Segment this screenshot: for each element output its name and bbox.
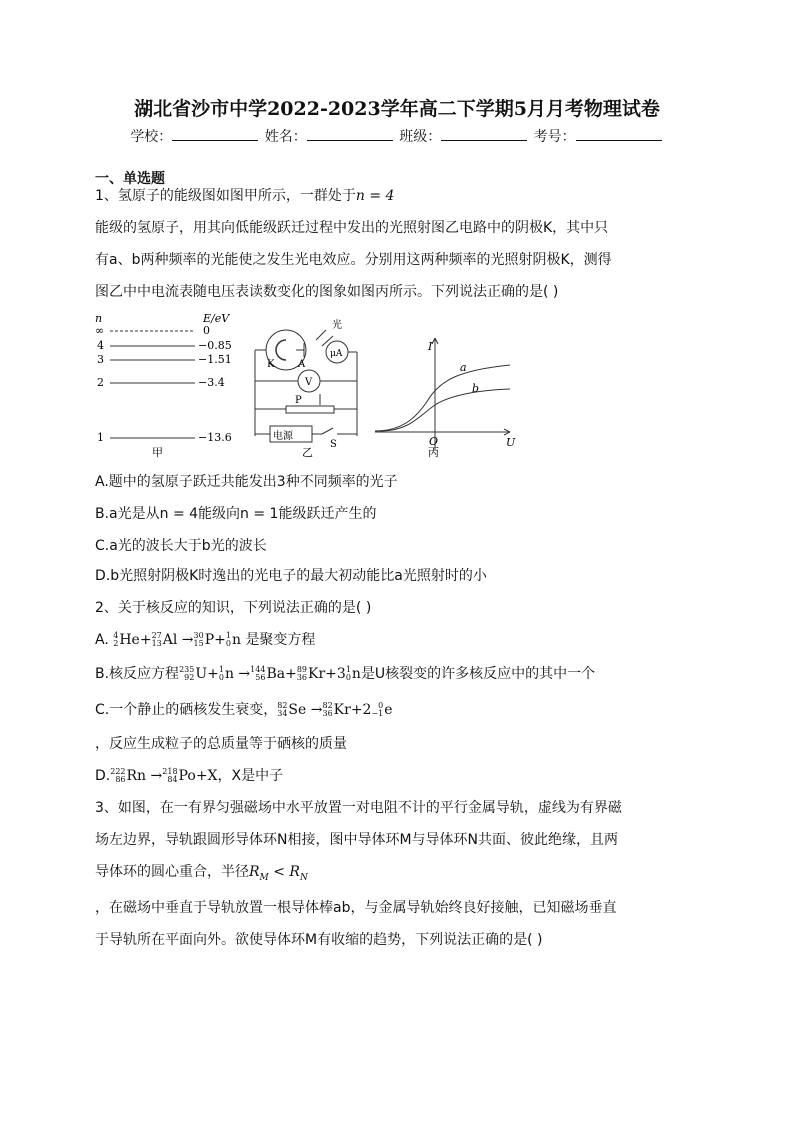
axis-U-label: U	[506, 436, 516, 449]
origin-label: O	[429, 435, 439, 448]
q3-line1: 3、如图，在一有界匀强磁场中水平放置一对电阻不计的平行金属导轨，虚线为有界磁	[95, 800, 622, 816]
level-e-4: −0.85	[198, 339, 232, 352]
q3-line2: 场左边界，导轨跟圆形导体环N相接，图中导体环M与导体环N共面、彼此绝缘，且两	[95, 832, 619, 848]
q3-line3: 导体环的圆心重合，半径$R_M < R_N$	[95, 864, 308, 883]
exam-number-label: 考号：	[533, 129, 576, 145]
level-n-4: 4	[97, 339, 104, 352]
q1-line4: 图乙中中电流表随电压表读数变化的图象如图丙所示。下列说法正确的是( )	[95, 284, 559, 300]
curve-a	[375, 365, 510, 431]
label-S: S	[330, 439, 337, 450]
section-heading: 一、单选题	[95, 171, 165, 187]
q3-line4: ，在磁场中垂直于导轨放置一根导体棒ab，与金属导轨始终良好接触，已知磁场垂直	[95, 900, 617, 916]
curve-a-label: a	[460, 361, 467, 374]
power-source-label: 电源	[273, 431, 293, 442]
label-P: P	[295, 395, 302, 406]
q1-line2: 能级的氢原子，用其向低能级跃迁过程中发出的光照射图乙电路中的阴极K，其中只	[95, 220, 609, 236]
q1-option-b: B.a光是从n = 4能级向n = 1能级跃迁产生的	[95, 506, 377, 522]
energy-level-diagram	[95, 312, 232, 459]
q2-option-b: B.核反应方程 235 92 U+ 1 0 n → 144 56 Ba+ 89 36 Kr+3 1 0 n是U核裂变的许多核反应中的其中一个	[95, 665, 596, 682]
q2-option-c-cont: ，反应生成粒子的总质量等于硒核的质量	[95, 736, 347, 752]
curve-b-label: b	[472, 382, 480, 395]
iu-graph	[375, 338, 510, 450]
q3-line5: 于导轨所在平面向外。欲使导体环M有收缩的趋势，下列说法正确的是( )	[95, 932, 543, 948]
level-e-inf: 0	[203, 324, 210, 337]
level-n-2: 2	[97, 376, 104, 389]
name-blank[interactable]	[307, 126, 393, 141]
q2-option-a: A. 4 2 He+ 27 13 Al → 30 15 P+ 1 0 n 是聚变方程	[95, 631, 316, 648]
q1-option-d: D.b光照射阴极K时逸出的光电子的最大初动能比a光照射时的小	[95, 568, 487, 584]
q1-option-a: A.题中的氢原子跃迁共能发出3种不同频率的光子	[95, 474, 398, 490]
student-info-line	[0, 126, 794, 146]
curve-b	[380, 389, 510, 431]
q2c-equation: 82 34 Se → 82 36 Kr+2 0 −1 e	[277, 701, 393, 718]
q2a-equation: 4 2 He+ 27 13 Al → 30 15 P+ 1 0 n	[113, 631, 246, 648]
voltmeter-label: V	[305, 377, 313, 388]
level-e-1: −13.6	[198, 431, 232, 444]
level-n-1: 1	[97, 431, 104, 444]
q1-option-c: C.a光的波长大于b光的波长	[95, 538, 267, 554]
level-n-3: 3	[97, 353, 104, 366]
radius-inequality: $R_M < R_N$	[249, 864, 308, 883]
level-e-3: −1.51	[198, 353, 232, 366]
ammeter-label: μA	[330, 349, 343, 359]
q2d-equation: 222 86 Rn → 218 84 Po+X	[110, 767, 218, 784]
school-label: 学校：	[130, 129, 173, 145]
class-label: 班级：	[399, 129, 442, 145]
q2b-equation: 235 92 U+ 1 0 n → 144 56 Ba+ 89 36 Kr+3 1 0 n	[179, 665, 361, 682]
axis-I-label: I	[428, 340, 433, 353]
exam-number-blank[interactable]	[576, 126, 662, 141]
label-light: 光	[332, 320, 342, 331]
q2-option-c: C.一个静止的硒核发生衰变， 82 34 Se → 82 36 Kr+2 0 −1 e	[95, 701, 393, 718]
name-label: 姓名：	[264, 129, 307, 145]
caption-bing: 丙	[428, 446, 439, 459]
caption-yi: 乙	[302, 446, 313, 459]
n-axis-label: n	[95, 312, 103, 325]
label-A: A	[298, 359, 306, 370]
caption-jia: 甲	[152, 446, 163, 459]
q1-line1: 1、氢原子的能级图如图甲所示，一群处于n = 4	[95, 188, 395, 204]
class-blank[interactable]	[441, 126, 527, 141]
e-axis-label: E/eV	[203, 312, 230, 325]
label-K: K	[267, 359, 275, 370]
school-blank[interactable]	[172, 126, 258, 141]
q1-figures	[90, 310, 530, 460]
page-title: 湖北省沙市中学2022-2023学年高二下学期5月月考物理试卷	[134, 98, 660, 120]
q2-stem: 2、关于核反应的知识，下列说法正确的是( )	[95, 600, 372, 616]
q1-line3: 有a、b两种频率的光能使之发生光电效应。分别用这两种频率的光照射阴极K，测得	[95, 252, 612, 268]
level-n-inf: ∞	[95, 324, 105, 337]
q2-option-d: D. 222 86 Rn → 218 84 Po+X，X是中子	[95, 767, 284, 784]
level-e-2: −3.4	[198, 376, 225, 389]
